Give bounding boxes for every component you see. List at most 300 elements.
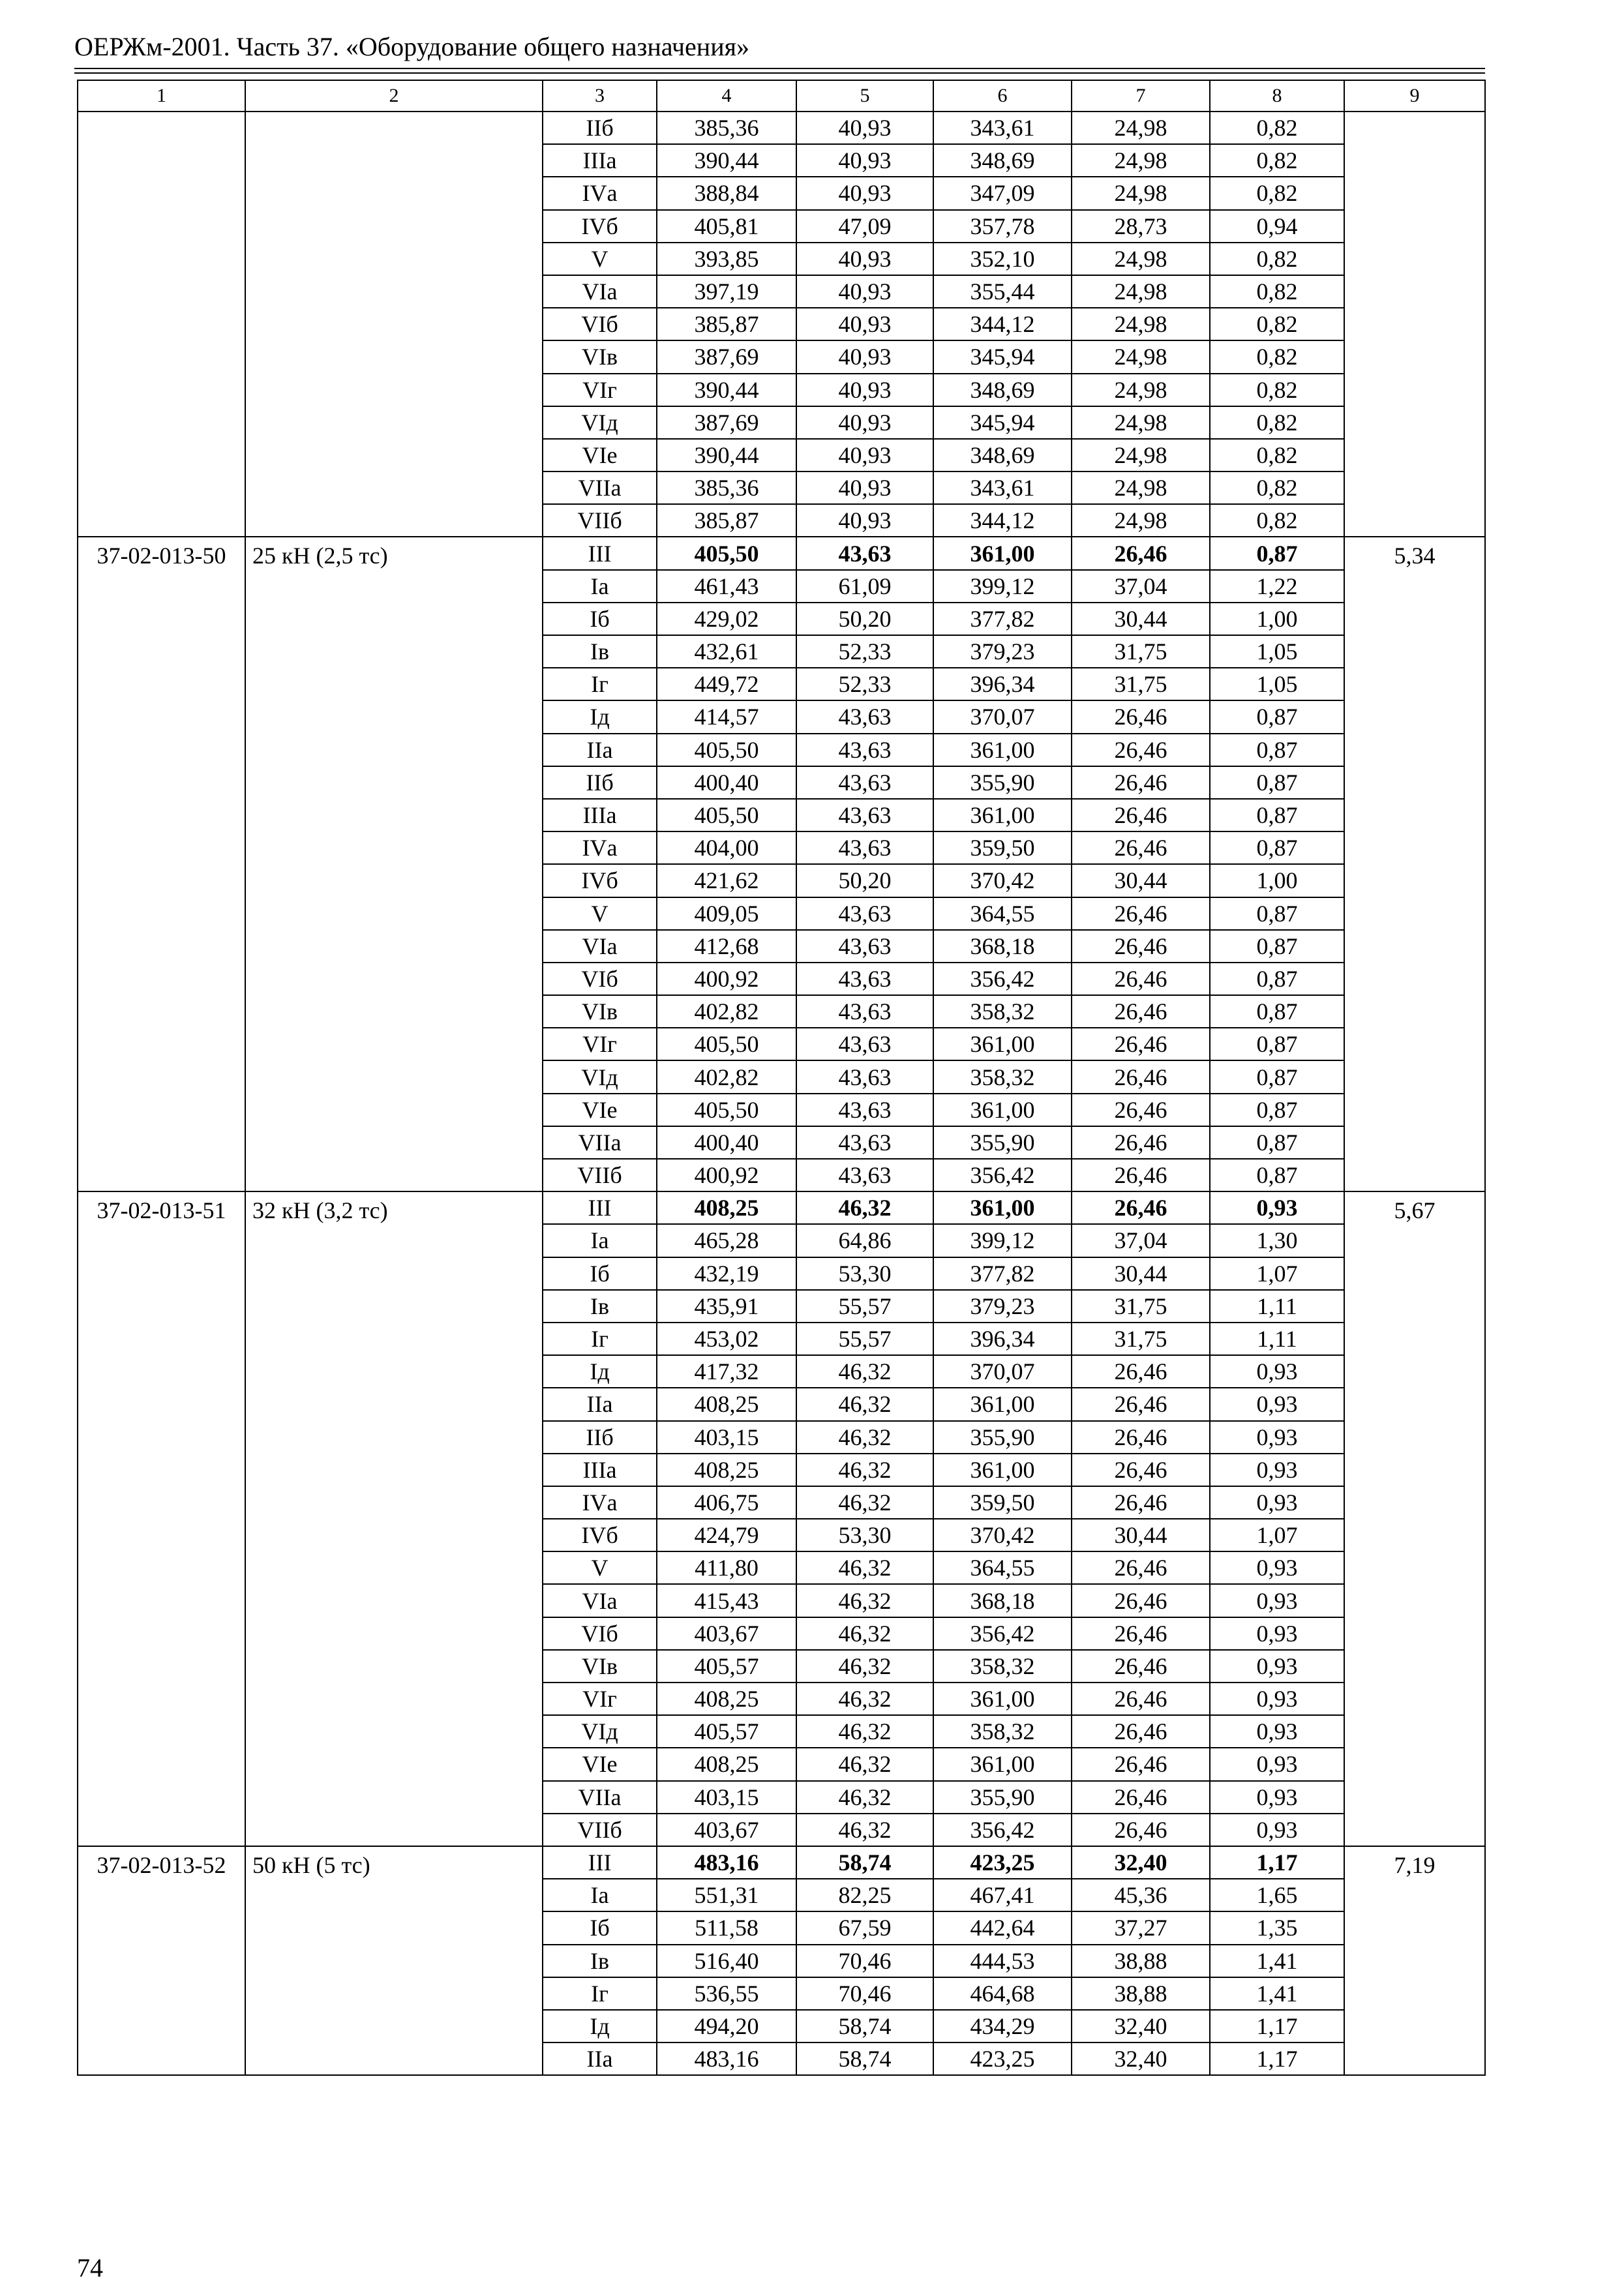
page-header: ОЕРЖм-2001. Часть 37. «Оборудование общего назначения»: [74, 32, 749, 61]
value-col-8: 1,65: [1210, 1879, 1344, 1911]
value-col-8: 1,41: [1210, 1945, 1344, 1977]
value-col-8: 0,87: [1210, 537, 1344, 569]
value-col-6: 370,42: [933, 1519, 1072, 1551]
value-col-8: 0,82: [1210, 308, 1344, 340]
value-col-8: 1,00: [1210, 603, 1344, 635]
value-col-8: 0,87: [1210, 831, 1344, 864]
value-col-5: 43,63: [796, 537, 933, 569]
value-col-6: 355,44: [933, 275, 1072, 308]
value-col-8: 0,93: [1210, 1715, 1344, 1748]
value-col-6: 423,25: [933, 2042, 1072, 2075]
value-col-4: 385,87: [657, 308, 796, 340]
value-col-7: 26,46: [1072, 1094, 1210, 1126]
value-col-6: 348,69: [933, 144, 1072, 177]
zone-code: Iг: [543, 668, 657, 700]
value-col-6: 370,07: [933, 700, 1072, 733]
value-col-4: 429,02: [657, 603, 796, 635]
zone-code: Iд: [543, 1355, 657, 1388]
value-col-8: 0,87: [1210, 897, 1344, 930]
price-table: [77, 80, 1486, 2076]
page-number: 74: [77, 2253, 103, 2282]
value-col-6: 355,90: [933, 1421, 1072, 1454]
column-number-6: 6: [933, 80, 1072, 112]
zone-code: Iб: [543, 1911, 657, 1944]
header-rule-secondary: [74, 72, 1485, 74]
value-col-4: 453,02: [657, 1323, 796, 1355]
value-col-6: 358,32: [933, 995, 1072, 1028]
value-col-8: 0,82: [1210, 504, 1344, 537]
zone-code: IIа: [543, 1388, 657, 1420]
value-col-6: 355,90: [933, 766, 1072, 799]
value-col-4: 400,40: [657, 766, 796, 799]
zone-code: IIб: [543, 1421, 657, 1454]
value-col-6: 345,94: [933, 406, 1072, 439]
value-col-7: 28,73: [1072, 210, 1210, 243]
value-col-5: 40,93: [796, 308, 933, 340]
value-col-7: 26,46: [1072, 1191, 1210, 1224]
zone-code: III: [543, 537, 657, 569]
value-col-6: 364,55: [933, 897, 1072, 930]
zone-code: IIб: [543, 766, 657, 799]
value-col-4: 388,84: [657, 177, 796, 209]
value-col-5: 43,63: [796, 897, 933, 930]
value-col-5: 46,32: [796, 1715, 933, 1748]
value-col-6: 358,32: [933, 1650, 1072, 1683]
value-col-4: 494,20: [657, 2010, 796, 2042]
value-col-6: 359,50: [933, 831, 1072, 864]
value-col-8: 0,87: [1210, 799, 1344, 831]
value-col-6: 399,12: [933, 1224, 1072, 1257]
value-col-6: 345,94: [933, 340, 1072, 373]
zone-code: Iа: [543, 1879, 657, 1911]
value-col-5: 43,63: [796, 1028, 933, 1060]
value-col-8: 1,35: [1210, 1911, 1344, 1944]
column-number-row: [78, 80, 1485, 112]
value-col-5: 46,32: [796, 1486, 933, 1519]
zone-code: VIд: [543, 1715, 657, 1748]
value-col-6: 370,42: [933, 864, 1072, 897]
value-col-4: 432,19: [657, 1257, 796, 1290]
header-rule: [74, 68, 1485, 69]
value-col-8: 0,87: [1210, 766, 1344, 799]
value-col-7: 24,98: [1072, 275, 1210, 308]
value-col-4: 405,50: [657, 1094, 796, 1126]
value-col-8: 0,87: [1210, 1060, 1344, 1093]
value-col-5: 43,63: [796, 734, 933, 766]
value-col-8: 0,93: [1210, 1781, 1344, 1814]
value-col-6: 399,12: [933, 570, 1072, 603]
value-col-7: 26,46: [1072, 1715, 1210, 1748]
zone-code: VIIб: [543, 1814, 657, 1846]
value-col-8: 1,11: [1210, 1290, 1344, 1323]
value-col-7: 30,44: [1072, 1519, 1210, 1551]
value-col-4: 405,57: [657, 1715, 796, 1748]
value-col-6: 356,42: [933, 1814, 1072, 1846]
value-col-7: 31,75: [1072, 668, 1210, 700]
equipment-capacity: 32 кН (3,2 тс): [245, 1191, 543, 1846]
value-col-4: 405,50: [657, 734, 796, 766]
value-col-6: 356,42: [933, 1617, 1072, 1650]
value-col-8: 0,93: [1210, 1584, 1344, 1617]
value-col-8: 0,93: [1210, 1650, 1344, 1683]
value-col-4: 400,92: [657, 1159, 796, 1191]
value-col-5: 67,59: [796, 1911, 933, 1944]
value-col-8: 1,07: [1210, 1257, 1344, 1290]
value-col-4: 400,92: [657, 963, 796, 995]
value-col-6: 356,42: [933, 1159, 1072, 1191]
value-col-5: 40,93: [796, 439, 933, 471]
zone-code: Iд: [543, 2010, 657, 2042]
value-col-5: 43,63: [796, 1159, 933, 1191]
zone-code: IVб: [543, 210, 657, 243]
value-col-6: 361,00: [933, 1454, 1072, 1486]
value-col-8: 0,82: [1210, 439, 1344, 471]
value-col-7: 37,04: [1072, 1224, 1210, 1257]
zone-code: IVб: [543, 864, 657, 897]
zone-code: VIIб: [543, 1159, 657, 1191]
value-col-6: 361,00: [933, 1683, 1072, 1715]
value-col-7: 26,46: [1072, 995, 1210, 1028]
zone-code: VIе: [543, 1094, 657, 1126]
value-col-5: 43,63: [796, 1126, 933, 1159]
value-col-6: 361,00: [933, 1094, 1072, 1126]
value-col-7: 26,46: [1072, 700, 1210, 733]
value-col-5: 40,93: [796, 406, 933, 439]
value-col-4: 465,28: [657, 1224, 796, 1257]
value-col-8: 0,93: [1210, 1486, 1344, 1519]
value-col-6: 379,23: [933, 635, 1072, 668]
value-col-7: 26,46: [1072, 1617, 1210, 1650]
value-col-7: 30,44: [1072, 1257, 1210, 1290]
value-col-5: 61,09: [796, 570, 933, 603]
value-col-7: 26,46: [1072, 1421, 1210, 1454]
value-col-8: 0,87: [1210, 700, 1344, 733]
zone-code: Iб: [543, 603, 657, 635]
value-col-5: 40,93: [796, 504, 933, 537]
value-col-6: 358,32: [933, 1060, 1072, 1093]
table-row: [78, 1846, 1485, 1879]
value-col-4: 405,81: [657, 210, 796, 243]
value-col-7: 26,46: [1072, 799, 1210, 831]
value-col-5: 47,09: [796, 210, 933, 243]
zone-code: IVа: [543, 177, 657, 209]
value-col-6: 343,61: [933, 471, 1072, 504]
price-table-frame: [77, 80, 1484, 2076]
value-col-4: 511,58: [657, 1911, 796, 1944]
value-col-8: 0,82: [1210, 275, 1344, 308]
value-col-4: 404,00: [657, 831, 796, 864]
value-col-4: 406,75: [657, 1486, 796, 1519]
zone-code: IIа: [543, 734, 657, 766]
value-col-7: 26,46: [1072, 1454, 1210, 1486]
zone-code: Iв: [543, 1945, 657, 1977]
value-col-4: 408,25: [657, 1683, 796, 1715]
value-col-4: 536,55: [657, 1977, 796, 2010]
value-col-8: 0,87: [1210, 1126, 1344, 1159]
zone-code: VIб: [543, 963, 657, 995]
zone-code: IVа: [543, 831, 657, 864]
value-col-5: 40,93: [796, 471, 933, 504]
value-col-7: 32,40: [1072, 2042, 1210, 2075]
value-col-8: 0,82: [1210, 471, 1344, 504]
zone-code: VIIа: [543, 1781, 657, 1814]
value-col-4: 385,36: [657, 471, 796, 504]
value-col-5: 46,32: [796, 1191, 933, 1224]
value-col-5: 70,46: [796, 1977, 933, 2010]
value-col-7: 26,46: [1072, 537, 1210, 569]
value-col-5: 50,20: [796, 603, 933, 635]
value-col-4: 393,85: [657, 243, 796, 275]
zone-code: III: [543, 1846, 657, 1879]
value-col-5: 53,30: [796, 1257, 933, 1290]
value-col-5: 43,63: [796, 766, 933, 799]
column-number-7: 7: [1072, 80, 1210, 112]
zone-code: IIIа: [543, 799, 657, 831]
value-col-4: 414,57: [657, 700, 796, 733]
zone-code: Iг: [543, 1323, 657, 1355]
value-col-7: 26,46: [1072, 1781, 1210, 1814]
weight-value: [1344, 112, 1485, 537]
value-col-6: 359,50: [933, 1486, 1072, 1519]
value-col-5: 46,32: [796, 1584, 933, 1617]
value-col-8: 0,87: [1210, 1159, 1344, 1191]
value-col-8: 1,00: [1210, 864, 1344, 897]
value-col-7: 24,98: [1072, 406, 1210, 439]
zone-code: VIв: [543, 340, 657, 373]
value-col-5: 82,25: [796, 1879, 933, 1911]
zone-code: IIа: [543, 2042, 657, 2075]
value-col-4: 390,44: [657, 144, 796, 177]
value-col-4: 385,87: [657, 504, 796, 537]
zone-code: Iв: [543, 1290, 657, 1323]
zone-code: VIв: [543, 1650, 657, 1683]
equipment-capacity: [245, 112, 543, 537]
value-col-7: 26,46: [1072, 766, 1210, 799]
zone-code: VIе: [543, 1748, 657, 1780]
value-col-4: 403,15: [657, 1421, 796, 1454]
value-col-7: 26,46: [1072, 1748, 1210, 1780]
value-col-7: 24,98: [1072, 504, 1210, 537]
value-col-8: 0,87: [1210, 995, 1344, 1028]
value-col-4: 449,72: [657, 668, 796, 700]
value-col-6: 361,00: [933, 1748, 1072, 1780]
value-col-5: 50,20: [796, 864, 933, 897]
value-col-5: 46,32: [796, 1551, 933, 1584]
value-col-7: 26,46: [1072, 963, 1210, 995]
value-col-5: 58,74: [796, 1846, 933, 1879]
value-col-8: 0,93: [1210, 1814, 1344, 1846]
value-col-4: 424,79: [657, 1519, 796, 1551]
value-col-7: 24,98: [1072, 243, 1210, 275]
zone-code: VIб: [543, 1617, 657, 1650]
value-col-8: 0,82: [1210, 340, 1344, 373]
value-col-5: 40,93: [796, 374, 933, 406]
value-col-5: 40,93: [796, 177, 933, 209]
value-col-5: 40,93: [796, 243, 933, 275]
value-col-4: 408,25: [657, 1454, 796, 1486]
value-col-6: 464,68: [933, 1977, 1072, 2010]
value-col-5: 40,93: [796, 144, 933, 177]
value-col-6: 368,18: [933, 930, 1072, 963]
value-col-5: 55,57: [796, 1290, 933, 1323]
value-col-7: 24,98: [1072, 340, 1210, 373]
value-col-5: 70,46: [796, 1945, 933, 1977]
value-col-6: 467,41: [933, 1879, 1072, 1911]
value-col-5: 43,63: [796, 1060, 933, 1093]
value-col-7: 32,40: [1072, 2010, 1210, 2042]
column-number-9: 9: [1344, 80, 1485, 112]
value-col-5: 43,63: [796, 963, 933, 995]
value-col-8: 0,93: [1210, 1454, 1344, 1486]
value-col-7: 32,40: [1072, 1846, 1210, 1879]
value-col-6: 347,09: [933, 177, 1072, 209]
value-col-6: 361,00: [933, 734, 1072, 766]
value-col-4: 403,67: [657, 1617, 796, 1650]
value-col-6: 370,07: [933, 1355, 1072, 1388]
zone-code: V: [543, 243, 657, 275]
value-col-5: 43,63: [796, 995, 933, 1028]
value-col-5: 46,32: [796, 1454, 933, 1486]
value-col-5: 46,32: [796, 1617, 933, 1650]
value-col-7: 38,88: [1072, 1945, 1210, 1977]
value-col-6: 396,34: [933, 668, 1072, 700]
value-col-6: 377,82: [933, 603, 1072, 635]
value-col-8: 1,17: [1210, 2010, 1344, 2042]
zone-code: Iд: [543, 700, 657, 733]
zone-code: Iб: [543, 1257, 657, 1290]
zone-code: V: [543, 1551, 657, 1584]
value-col-6: 343,61: [933, 112, 1072, 144]
value-col-7: 26,46: [1072, 1388, 1210, 1420]
zone-code: VIIа: [543, 471, 657, 504]
value-col-7: 26,46: [1072, 930, 1210, 963]
rate-code: 37-02-013-50: [78, 537, 245, 1191]
table-row: [78, 537, 1485, 569]
value-col-5: 46,32: [796, 1748, 933, 1780]
value-col-4: 408,25: [657, 1191, 796, 1224]
value-col-8: 0,93: [1210, 1683, 1344, 1715]
value-col-7: 26,46: [1072, 1486, 1210, 1519]
value-col-7: 45,36: [1072, 1879, 1210, 1911]
zone-code: VIа: [543, 930, 657, 963]
value-col-7: 31,75: [1072, 635, 1210, 668]
value-col-7: 26,46: [1072, 1551, 1210, 1584]
value-col-6: 361,00: [933, 1388, 1072, 1420]
value-col-8: 0,93: [1210, 1388, 1344, 1420]
zone-code: IIIа: [543, 144, 657, 177]
value-col-7: 24,98: [1072, 177, 1210, 209]
value-col-7: 24,98: [1072, 439, 1210, 471]
value-col-8: 0,87: [1210, 734, 1344, 766]
column-number-1: 1: [78, 80, 245, 112]
value-col-8: 1,17: [1210, 1846, 1344, 1879]
value-col-5: 43,63: [796, 831, 933, 864]
value-col-8: 0,87: [1210, 963, 1344, 995]
rate-code: 37-02-013-51: [78, 1191, 245, 1846]
value-col-4: 417,32: [657, 1355, 796, 1388]
value-col-8: 0,93: [1210, 1191, 1344, 1224]
zone-code: IVа: [543, 1486, 657, 1519]
zone-code: III: [543, 1191, 657, 1224]
value-col-7: 26,46: [1072, 734, 1210, 766]
value-col-7: 26,46: [1072, 1584, 1210, 1617]
value-col-5: 53,30: [796, 1519, 933, 1551]
rate-code: 37-02-013-52: [78, 1846, 245, 2075]
value-col-4: 387,69: [657, 406, 796, 439]
value-col-4: 390,44: [657, 374, 796, 406]
value-col-4: 405,57: [657, 1650, 796, 1683]
value-col-4: 432,61: [657, 635, 796, 668]
zone-code: IVб: [543, 1519, 657, 1551]
value-col-4: 409,05: [657, 897, 796, 930]
zone-code: VIд: [543, 406, 657, 439]
value-col-8: 0,82: [1210, 177, 1344, 209]
value-col-8: 0,87: [1210, 1028, 1344, 1060]
value-col-5: 58,74: [796, 2042, 933, 2075]
value-col-5: 43,63: [796, 700, 933, 733]
zone-code: Iв: [543, 635, 657, 668]
value-col-5: 46,32: [796, 1683, 933, 1715]
value-col-7: 30,44: [1072, 864, 1210, 897]
zone-code: VIв: [543, 995, 657, 1028]
value-col-7: 24,98: [1072, 144, 1210, 177]
value-col-6: 396,34: [933, 1323, 1072, 1355]
value-col-4: 421,62: [657, 864, 796, 897]
value-col-6: 368,18: [933, 1584, 1072, 1617]
value-col-7: 24,98: [1072, 308, 1210, 340]
value-col-7: 24,98: [1072, 374, 1210, 406]
zone-code: VIб: [543, 308, 657, 340]
value-col-8: 1,11: [1210, 1323, 1344, 1355]
value-col-8: 1,07: [1210, 1519, 1344, 1551]
value-col-4: 461,43: [657, 570, 796, 603]
value-col-8: 1,30: [1210, 1224, 1344, 1257]
value-col-7: 38,88: [1072, 1977, 1210, 2010]
equipment-capacity: 25 кН (2,5 тс): [245, 537, 543, 1191]
value-col-7: 26,46: [1072, 897, 1210, 930]
value-col-4: 408,25: [657, 1748, 796, 1780]
value-col-6: 348,69: [933, 374, 1072, 406]
value-col-4: 435,91: [657, 1290, 796, 1323]
value-col-4: 397,19: [657, 275, 796, 308]
value-col-4: 405,50: [657, 1028, 796, 1060]
value-col-7: 37,04: [1072, 570, 1210, 603]
table-row: [78, 112, 1485, 144]
value-col-4: 402,82: [657, 1060, 796, 1093]
value-col-4: 403,67: [657, 1814, 796, 1846]
zone-code: VIа: [543, 275, 657, 308]
value-col-5: 46,32: [796, 1781, 933, 1814]
value-col-5: 43,63: [796, 1094, 933, 1126]
value-col-5: 46,32: [796, 1355, 933, 1388]
value-col-4: 403,15: [657, 1781, 796, 1814]
value-col-5: 46,32: [796, 1650, 933, 1683]
value-col-7: 26,46: [1072, 1060, 1210, 1093]
value-col-6: 377,82: [933, 1257, 1072, 1290]
value-col-5: 58,74: [796, 2010, 933, 2042]
rate-code: [78, 112, 245, 537]
value-col-6: 344,12: [933, 308, 1072, 340]
value-col-8: 1,41: [1210, 1977, 1344, 2010]
value-col-6: 355,90: [933, 1126, 1072, 1159]
value-col-4: 402,82: [657, 995, 796, 1028]
value-col-4: 400,40: [657, 1126, 796, 1159]
value-col-4: 412,68: [657, 930, 796, 963]
value-col-8: 0,82: [1210, 144, 1344, 177]
value-col-8: 0,82: [1210, 243, 1344, 275]
value-col-5: 40,93: [796, 275, 933, 308]
zone-code: Iа: [543, 570, 657, 603]
